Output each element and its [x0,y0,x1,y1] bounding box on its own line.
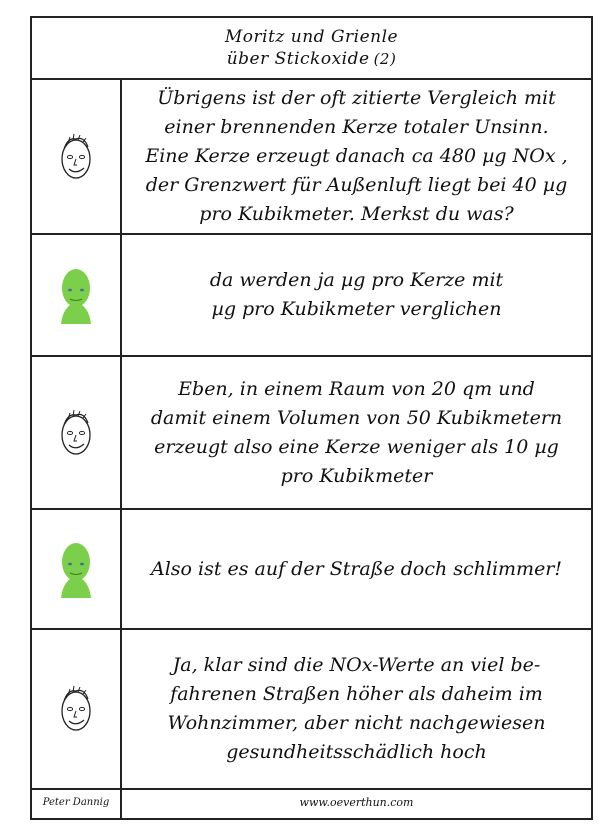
dialogue-row [32,630,591,790]
footer [32,786,591,818]
grienle-avatar [32,510,122,628]
moritz-face-icon [56,407,96,459]
grienle-speech: Also ist es auf der Straße doch schlimmer! [150,557,563,580]
author-credit: Peter Dannig [32,786,122,818]
website-link[interactable]: www.oeverthun.com [299,795,414,809]
grienle-speech: da werden ja µg pro Kerze mit µg pro Kubikmeter verglichen [209,269,504,320]
moritz-avatar [32,630,122,788]
title-line-2 [227,48,397,70]
title-block [32,18,591,80]
moritz-avatar [32,357,122,508]
dialogue-row [32,80,591,235]
grienle-alien-icon [55,540,97,598]
dialogue-row [32,357,591,510]
moritz-speech: Ja, klar sind die NOx-Werte an viel be- fahrenen Straßen höher als daheim im Wohnzimmer, aber nicht nachgewiesen gesundheitsschädlich hoch [167,654,546,763]
title-line-1: Moritz und Grienle [224,27,399,47]
moritz-face-icon [56,131,96,183]
moritz-speech: Eben, in einem Raum von 20 qm und damit einem Volumen von 50 Kubikmetern erzeugt also eine Kerze weniger als 10 µg pro Kubikmeter [150,377,563,487]
episode-number: (2) [373,50,397,68]
comic-sheet [30,16,593,820]
moritz-face-icon [56,683,96,735]
grienle-avatar [32,235,122,355]
moritz-avatar [32,80,122,233]
grienle-alien-icon [55,266,97,324]
moritz-speech: Übrigens ist der oft zitierte Vergleich mit einer brennenden Kerze totaler Unsinn. Eine Kerze erzeugt danach ca 480 µg NOx , der Grenzwert für Außenluft liegt bei 40 µg pro Kubikmeter. Merkst du was? [145,87,568,225]
dialogue-row [32,510,591,630]
dialogue-row [32,235,591,357]
title-subject: über Stickoxide [226,49,370,69]
